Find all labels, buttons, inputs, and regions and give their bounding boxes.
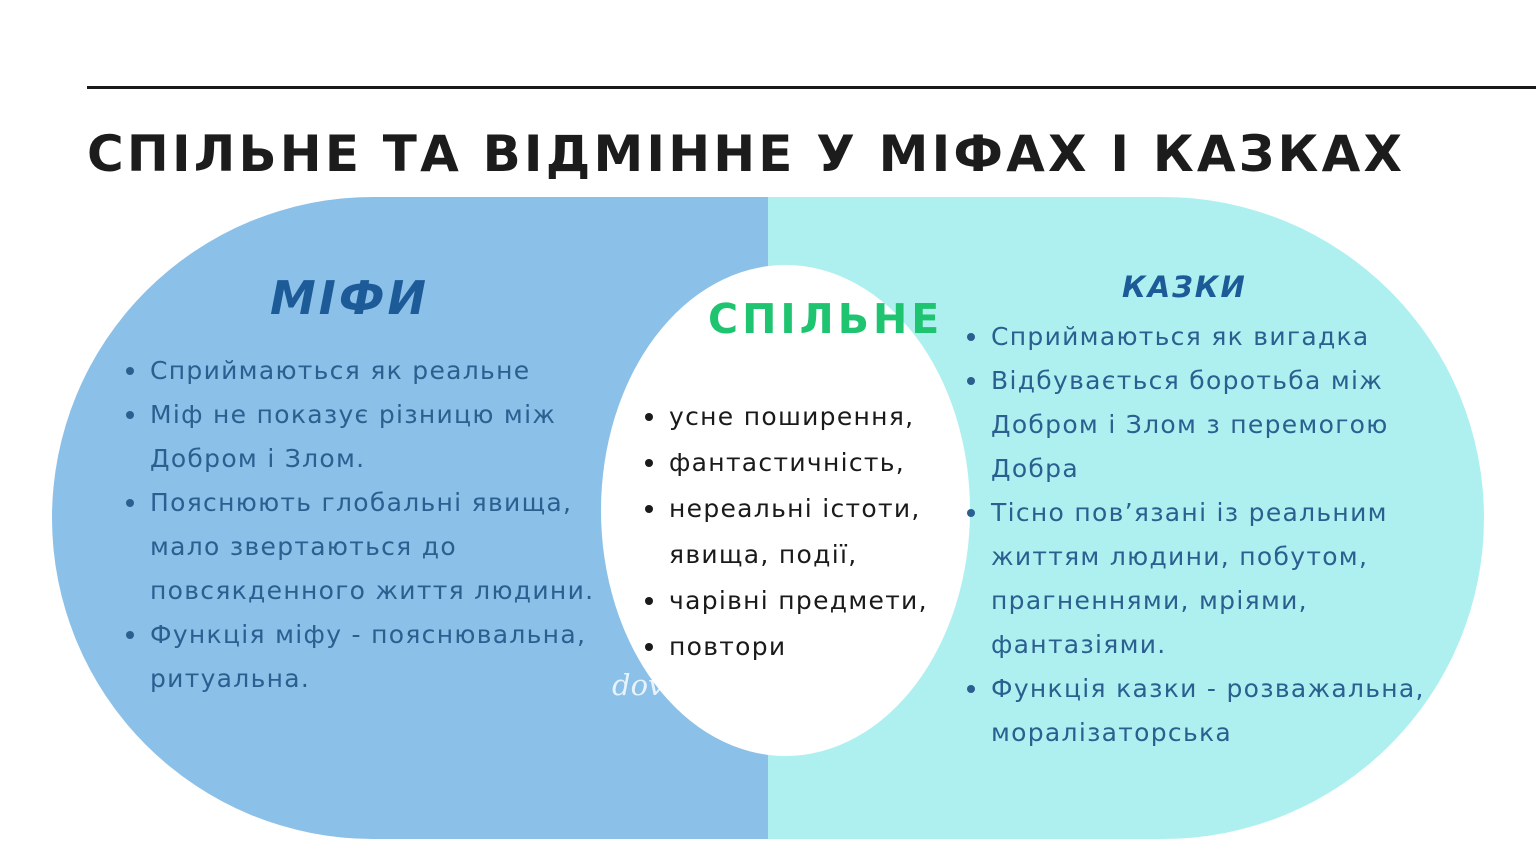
common-list-item: усне поширення, <box>645 394 965 440</box>
common-list <box>645 394 965 670</box>
myths-list <box>126 349 601 701</box>
common-list-item: повтори <box>645 624 965 670</box>
tales-list-item: Відбувається боротьба між Добром і Злом з перемогою Добра <box>967 359 1437 491</box>
common-list-item: нереальні істоти, явища, події, <box>645 486 965 578</box>
myths-list-item: Міф не показує різницю між Добром і Злом. <box>126 393 601 481</box>
tales-list-item: Функція казки - розважальна, моралізаторська <box>967 667 1437 755</box>
tales-heading: КАЗКИ <box>1122 270 1247 304</box>
top-rule <box>87 86 1536 89</box>
myths-heading: МІФИ <box>270 271 430 325</box>
slide-title: СПІЛЬНЕ ТА ВІДМІННЕ У МІФАХ І КАЗКАХ <box>87 125 1406 183</box>
myths-list-item: Сприймаються як реальне <box>126 349 601 393</box>
common-list-item: фантастичність, <box>645 440 965 486</box>
myths-list-item: Пояснюють глобальні явища, мало звертаються до повсякденного життя людини. <box>126 481 601 613</box>
tales-list-item: Тісно пов’язані із реальним життям людини, побутом, прагненнями, мріями, фантазіями. <box>967 491 1437 667</box>
watermark: dovidka.biz.ua <box>612 668 825 702</box>
tales-list-item: Сприймаються як вигадка <box>967 315 1437 359</box>
common-heading: СПІЛЬНЕ <box>708 295 944 343</box>
myths-list-item: Функція міфу - пояснювальна, ритуальна. <box>126 613 601 701</box>
tales-list <box>967 315 1437 755</box>
common-list-item: чарівні предмети, <box>645 578 965 624</box>
